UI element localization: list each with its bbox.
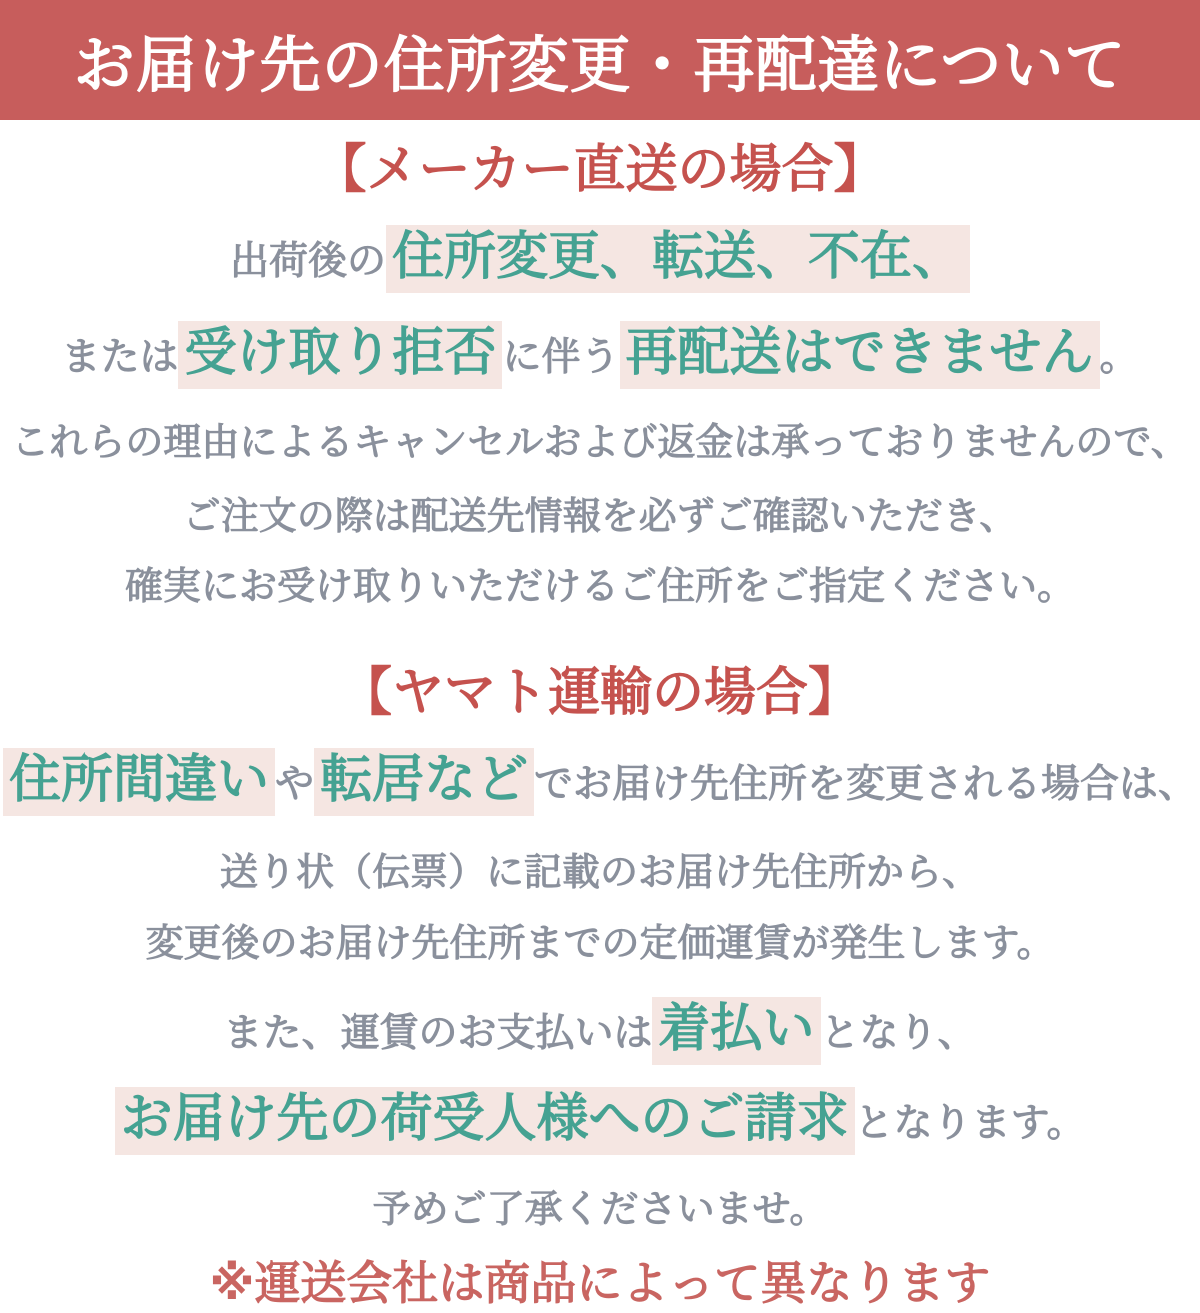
- plain-text: 変更後のお届け先住所までの定価運賃が発生します。: [145, 923, 1055, 965]
- highlighted-phrase: 再配送はできません: [620, 321, 1100, 389]
- notice-line-address-mistake: [0, 744, 1200, 829]
- plain-text: 予めご了承くださいませ。: [372, 1189, 828, 1231]
- notice-line-shipping-changes: [0, 221, 1200, 306]
- header-banner: [0, 0, 1200, 120]
- plain-text: となり、: [820, 1012, 977, 1055]
- plain-text: や: [274, 763, 314, 806]
- plain-text: 。: [1099, 336, 1139, 379]
- plain-text: また、運賃のお支払いは: [223, 1012, 653, 1055]
- plain-text: でお届け先住所を変更される場合は、: [534, 763, 1198, 806]
- highlighted-phrase: 受け取り拒否: [178, 321, 502, 389]
- highlighted-phrase: お届け先の荷受人様へのご請求: [115, 1087, 855, 1155]
- highlighted-phrase: 着払い: [652, 997, 820, 1065]
- plain-text: 送り状（伝票）に記載のお届け先住所から、: [219, 852, 980, 894]
- plain-text: 出荷後の: [229, 240, 386, 283]
- notice-line-no-cancel-refund: [0, 417, 1200, 477]
- page-title: お届け先の住所変更・再配達について: [73, 30, 1127, 99]
- plain-text: ご注文の際は配送先情報を必ずご確認いただき、: [182, 496, 1018, 538]
- highlighted-phrase: 転居など: [314, 748, 534, 816]
- notice-line-confirm-address: [0, 491, 1200, 551]
- highlighted-phrase: 住所間違い: [3, 748, 275, 816]
- notice-line-specify-address: [0, 561, 1200, 621]
- plain-text: に伴う: [502, 336, 620, 379]
- section-heading-maker-direct: 【メーカー直送の場合】: [314, 141, 886, 199]
- notice-line-invoice-address: [0, 847, 1200, 907]
- notice-line-refusal-redelivery: [0, 317, 1200, 402]
- notice-line-cash-on-delivery: [0, 993, 1200, 1078]
- carrier-disclaimer-note: ※運送会社は商品によって異なります: [209, 1257, 991, 1309]
- plain-text: となります。: [854, 1102, 1086, 1145]
- section-heading-yamato: 【ヤマト運輸の場合】: [339, 664, 860, 722]
- plain-text: または: [61, 336, 179, 379]
- notice-line-freight-charge: [0, 918, 1200, 978]
- highlighted-phrase: 住所変更、転送、不在、: [386, 225, 970, 293]
- plain-text: 確実にお受け取りいただけるご住所をご指定ください。: [124, 566, 1075, 608]
- plain-text: これらの理由によるキャンセルおよび返金は承っておりませんので、: [11, 422, 1189, 464]
- notice-line-billed-to-consignee: [0, 1083, 1200, 1168]
- notice-line-understanding: [0, 1184, 1200, 1244]
